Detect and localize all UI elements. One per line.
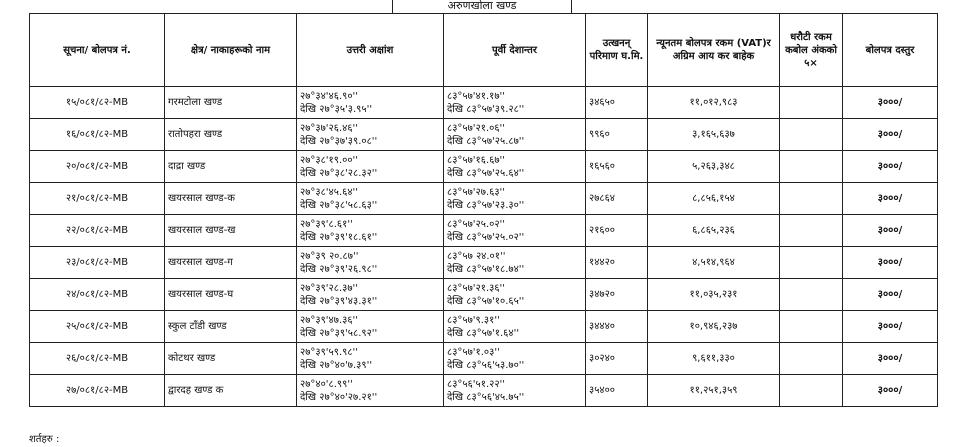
table-row (30, 87, 938, 119)
cell-longitude-text: देखि ८३°५७'१८.७४'' (447, 263, 525, 275)
cell-guarantee (780, 151, 843, 183)
header-minimum-bid: न्यूनतम बोलपत्र रकम (VAT)र अग्रिम आय कर बाहेक (648, 14, 780, 87)
header-fee: बोलपत्र दस्तुर (843, 14, 938, 87)
cell-minimum-bid-text: ६,८६५,२३६ (692, 225, 735, 236)
cell-quantity (586, 151, 648, 183)
table-row (30, 215, 938, 247)
cell-area-text: दाद्रा खण्ड (168, 161, 206, 172)
cell-minimum-bid-text: ८,८५६,१५४ (692, 193, 735, 204)
table-row (30, 279, 938, 311)
cell-notice (30, 375, 165, 407)
cell-longitude-text: देखि ८३°५७'२५.६४'' (447, 167, 525, 179)
cell-area (165, 215, 297, 247)
cell-quantity-text: ३०२४० (589, 353, 615, 364)
cell-latitude (297, 183, 444, 215)
cell-longitude-text: ८३°५७'२५.०२'' (447, 218, 506, 230)
cell-fee (843, 343, 938, 375)
cell-area-text: गरमटोला खण्ड (168, 97, 223, 108)
cell-quantity (586, 119, 648, 151)
cell-quantity-text: १४४२० (589, 257, 615, 268)
cell-notice (30, 311, 165, 343)
cell-latitude-text: २७°३९'२८.३७'' (300, 282, 359, 294)
cell-fee (843, 151, 938, 183)
cell-longitude (444, 119, 586, 151)
cell-longitude-text: देखि ८३°५७'३९.२८'' (447, 103, 525, 115)
cell-notice-text: २५/०८१/८२-MB (65, 321, 129, 332)
cell-latitude-text: २७°३९'४७.३६'' (300, 314, 359, 326)
cell-guarantee (780, 311, 843, 343)
cell-latitude (297, 151, 444, 183)
cell-minimum-bid-text: ११,०३५,२३१ (689, 289, 738, 300)
cell-longitude-text: देखि ८३°५७'१.६४'' (447, 327, 520, 339)
cell-area (165, 247, 297, 279)
cell-notice-text: २३/०८१/८२-MB (65, 257, 129, 268)
cell-longitude-text: ८३°५७'९.३१'' (447, 314, 500, 326)
cell-quantity-text: ३४६५० (589, 97, 615, 108)
cell-latitude-text: देखि २७°३८'२८.३२'' (300, 167, 378, 179)
cell-quantity-text: ९९६० (589, 129, 610, 140)
cell-quantity-text: ३५४०० (589, 385, 615, 396)
cell-quantity (586, 279, 648, 311)
cell-quantity (586, 87, 648, 119)
cell-latitude-text: २७°४०'८.९९'' (300, 378, 353, 390)
cell-longitude-text: देखि ८३°५७'२३.३०'' (447, 199, 525, 211)
cell-area-text: खयरसाल खण्ड-घ (168, 289, 234, 300)
header-notice: सूचना/ बोलपत्र नं. (30, 14, 165, 87)
cell-notice (30, 151, 165, 183)
cell-minimum-bid-text: १०,९४६,२३७ (689, 321, 738, 332)
cell-area-text: स्कुल टाँडी खण्ड (168, 321, 227, 332)
header-guarantee: धरौटी रकम कबोल अंकको ५× (780, 14, 843, 87)
cell-notice (30, 87, 165, 119)
cell-longitude (444, 279, 586, 311)
cell-minimum-bid-text: ११,०१२,९८३ (689, 97, 738, 108)
cell-minimum-bid (648, 119, 780, 151)
cell-quantity (586, 343, 648, 375)
cell-fee-text: ३०००/ (877, 193, 903, 204)
cell-latitude-text: २७°३९'८.६१'' (300, 218, 353, 230)
cell-latitude (297, 87, 444, 119)
cell-notice (30, 279, 165, 311)
cell-notice-text: २६/०८१/८२-MB (65, 353, 129, 364)
table-row (30, 311, 938, 343)
cell-latitude-text: देखि २७°३९'४३.३१'' (300, 295, 378, 307)
cell-latitude-text: देखि २७°३७'३९.०८'' (300, 135, 378, 147)
cell-longitude-text: देखि ८३°५६'५३.७०'' (447, 359, 525, 371)
cell-quantity-text: २७८६४ (589, 193, 615, 204)
cell-longitude (444, 311, 586, 343)
cell-guarantee (780, 119, 843, 151)
cell-area (165, 311, 297, 343)
cell-latitude (297, 311, 444, 343)
cell-area-text: द्वारदह खण्ड क (168, 385, 224, 396)
cell-latitude-text: देखि २७°३९'२६.९८'' (300, 263, 378, 275)
cell-longitude-text: ८३°५७'२१.०६'' (447, 122, 506, 134)
cell-latitude-text: २७°३८'१९.००'' (300, 154, 359, 166)
cell-minimum-bid (648, 375, 780, 407)
cell-fee (843, 247, 938, 279)
cell-minimum-bid (648, 87, 780, 119)
cell-longitude-text: ८३°५७'१६.६७'' (447, 154, 506, 166)
cell-quantity-text: २१६०० (589, 225, 615, 236)
cell-minimum-bid (648, 279, 780, 311)
cell-minimum-bid (648, 343, 780, 375)
cell-minimum-bid-text: ४,५१४,९६४ (692, 257, 735, 268)
cell-guarantee (780, 87, 843, 119)
cell-notice-text: १६/०८१/८२-MB (65, 129, 129, 140)
cell-notice-text: १५/०८१/८२-MB (65, 97, 129, 108)
cell-guarantee (780, 247, 843, 279)
cell-minimum-bid-text: ३,१६५,६३७ (692, 129, 735, 140)
cell-latitude-text: २७°३९ २०.८७'' (300, 250, 359, 262)
cell-fee-text: ३०००/ (877, 97, 903, 108)
cell-fee (843, 279, 938, 311)
cell-fee-text: ३०००/ (877, 161, 903, 172)
cell-guarantee (780, 215, 843, 247)
cell-area-text: कोटथर खण्ड (168, 353, 216, 364)
cell-area-text: खयरसाल खण्ड-क (168, 193, 235, 204)
cell-quantity-text: ३४४४० (589, 321, 615, 332)
cell-latitude-text: देखि २७°४०'२७.२१'' (300, 391, 378, 403)
cell-guarantee (780, 375, 843, 407)
table-body (30, 87, 938, 407)
cell-latitude (297, 247, 444, 279)
cell-longitude (444, 215, 586, 247)
cell-quantity-text: १६५६० (589, 161, 615, 172)
tender-table (29, 13, 938, 407)
cell-notice-text: २२/०८१/८२-MB (65, 225, 129, 236)
table-row (30, 375, 938, 407)
table-row (30, 343, 938, 375)
cell-quantity (586, 375, 648, 407)
cell-longitude (444, 343, 586, 375)
cell-longitude-text: देखि ८३°५७'२५.०२'' (447, 231, 525, 243)
cell-latitude (297, 343, 444, 375)
cell-minimum-bid (648, 215, 780, 247)
cell-longitude (444, 247, 586, 279)
cell-area (165, 151, 297, 183)
cell-notice (30, 343, 165, 375)
cell-longitude-text: ८३°५६'५१.२२'' (447, 378, 506, 390)
conditions-label: शर्तहरु : (29, 434, 60, 445)
cell-area (165, 343, 297, 375)
section-title: अरुणखोला खण्ड (392, 0, 572, 14)
cell-latitude (297, 375, 444, 407)
cell-notice (30, 247, 165, 279)
cell-minimum-bid (648, 311, 780, 343)
cell-quantity (586, 311, 648, 343)
header-row (30, 14, 938, 87)
cell-area-text: खयरसाल खण्ड-ग (168, 257, 233, 268)
header-longitude: पूर्वी देशान्तर (444, 14, 586, 87)
cell-area-text: रातोपहरा खण्ड (168, 129, 223, 140)
cell-notice-text: २०/०८१/८२-MB (65, 161, 129, 172)
cell-fee (843, 311, 938, 343)
cell-notice-text: २१/०८१/८२-MB (65, 193, 129, 204)
cell-minimum-bid-text: ११,२५१,३५९ (689, 385, 738, 396)
cell-longitude-text: देखि ८३°५७'१०.६५'' (447, 295, 525, 307)
table-row (30, 119, 938, 151)
cell-area (165, 87, 297, 119)
cell-longitude-text: ८३°५७ २४.०१'' (447, 250, 506, 262)
header-quantity: उत्खनन् परिमाण घ.मि. (586, 14, 648, 87)
cell-area (165, 183, 297, 215)
cell-area (165, 375, 297, 407)
cell-quantity (586, 247, 648, 279)
cell-fee (843, 119, 938, 151)
cell-longitude (444, 87, 586, 119)
cell-fee-text: ३०००/ (877, 385, 903, 396)
cell-fee-text: ३०००/ (877, 225, 903, 236)
table-row (30, 247, 938, 279)
cell-longitude-text: ८३°५७'२७.६३'' (447, 186, 506, 198)
header-area: क्षेत्र/ नाकाहरूको नाम (165, 14, 297, 87)
cell-fee-text: ३०००/ (877, 353, 903, 364)
cell-latitude-text: देखि २७°३९'१८.६१'' (300, 231, 378, 243)
cell-area-text: खयरसाल खण्ड-ख (168, 225, 236, 236)
cell-longitude (444, 183, 586, 215)
cell-latitude-text: देखि २७°३८'५८.६३'' (300, 199, 378, 211)
cell-fee (843, 183, 938, 215)
cell-notice-text: २४/०८१/८२-MB (65, 289, 129, 300)
cell-minimum-bid-text: ९,६११,३३० (692, 353, 735, 364)
cell-latitude-text: देखि २७°३५'३.९५'' (300, 103, 373, 115)
cell-notice (30, 119, 165, 151)
cell-fee-text: ३०००/ (877, 321, 903, 332)
cell-latitude (297, 279, 444, 311)
cell-fee-text: ३०००/ (877, 289, 903, 300)
cell-fee-text: ३०००/ (877, 257, 903, 268)
cell-quantity (586, 215, 648, 247)
cell-minimum-bid (648, 151, 780, 183)
header-latitude: उत्तरी अक्षांश (297, 14, 444, 87)
cell-area (165, 119, 297, 151)
cell-fee (843, 375, 938, 407)
cell-notice (30, 215, 165, 247)
cell-minimum-bid (648, 247, 780, 279)
cell-longitude-text: देखि ८३°५७'२५.८७'' (447, 135, 525, 147)
cell-minimum-bid (648, 183, 780, 215)
cell-minimum-bid-text: ५,२६३,३४८ (692, 161, 735, 172)
cell-latitude (297, 119, 444, 151)
cell-latitude-text: २७°३७'२६.४६'' (300, 122, 359, 134)
cell-longitude-text: ८३°५७'४१.१७'' (447, 90, 506, 102)
cell-latitude (297, 215, 444, 247)
cell-area (165, 279, 297, 311)
cell-guarantee (780, 279, 843, 311)
cell-longitude (444, 151, 586, 183)
cell-notice-text: २७/०८१/८२-MB (65, 385, 129, 396)
cell-guarantee (780, 343, 843, 375)
cell-fee (843, 87, 938, 119)
cell-quantity (586, 183, 648, 215)
cell-latitude-text: २७°३४'४६.९०'' (300, 90, 359, 102)
cell-fee (843, 215, 938, 247)
table-row (30, 151, 938, 183)
cell-latitude-text: २७°३८'४५.६४'' (300, 186, 359, 198)
cell-longitude (444, 375, 586, 407)
cell-quantity-text: ३४७२० (589, 289, 615, 300)
cell-fee-text: ३०००/ (877, 129, 903, 140)
cell-guarantee (780, 183, 843, 215)
cell-latitude-text: देखि २७°४०'७.३९'' (300, 359, 373, 371)
cell-latitude-text: देखि २७°३९'५८.९२'' (300, 327, 378, 339)
cell-longitude-text: ८३°५७'२१.३६'' (447, 282, 506, 294)
cell-longitude-text: ८३°५७'१.०३'' (447, 346, 500, 358)
table-row (30, 183, 938, 215)
cell-notice (30, 183, 165, 215)
cell-latitude-text: २७°३९'५९.९८'' (300, 346, 359, 358)
cell-longitude-text: देखि ८३°५६'४५.७५'' (447, 391, 525, 403)
